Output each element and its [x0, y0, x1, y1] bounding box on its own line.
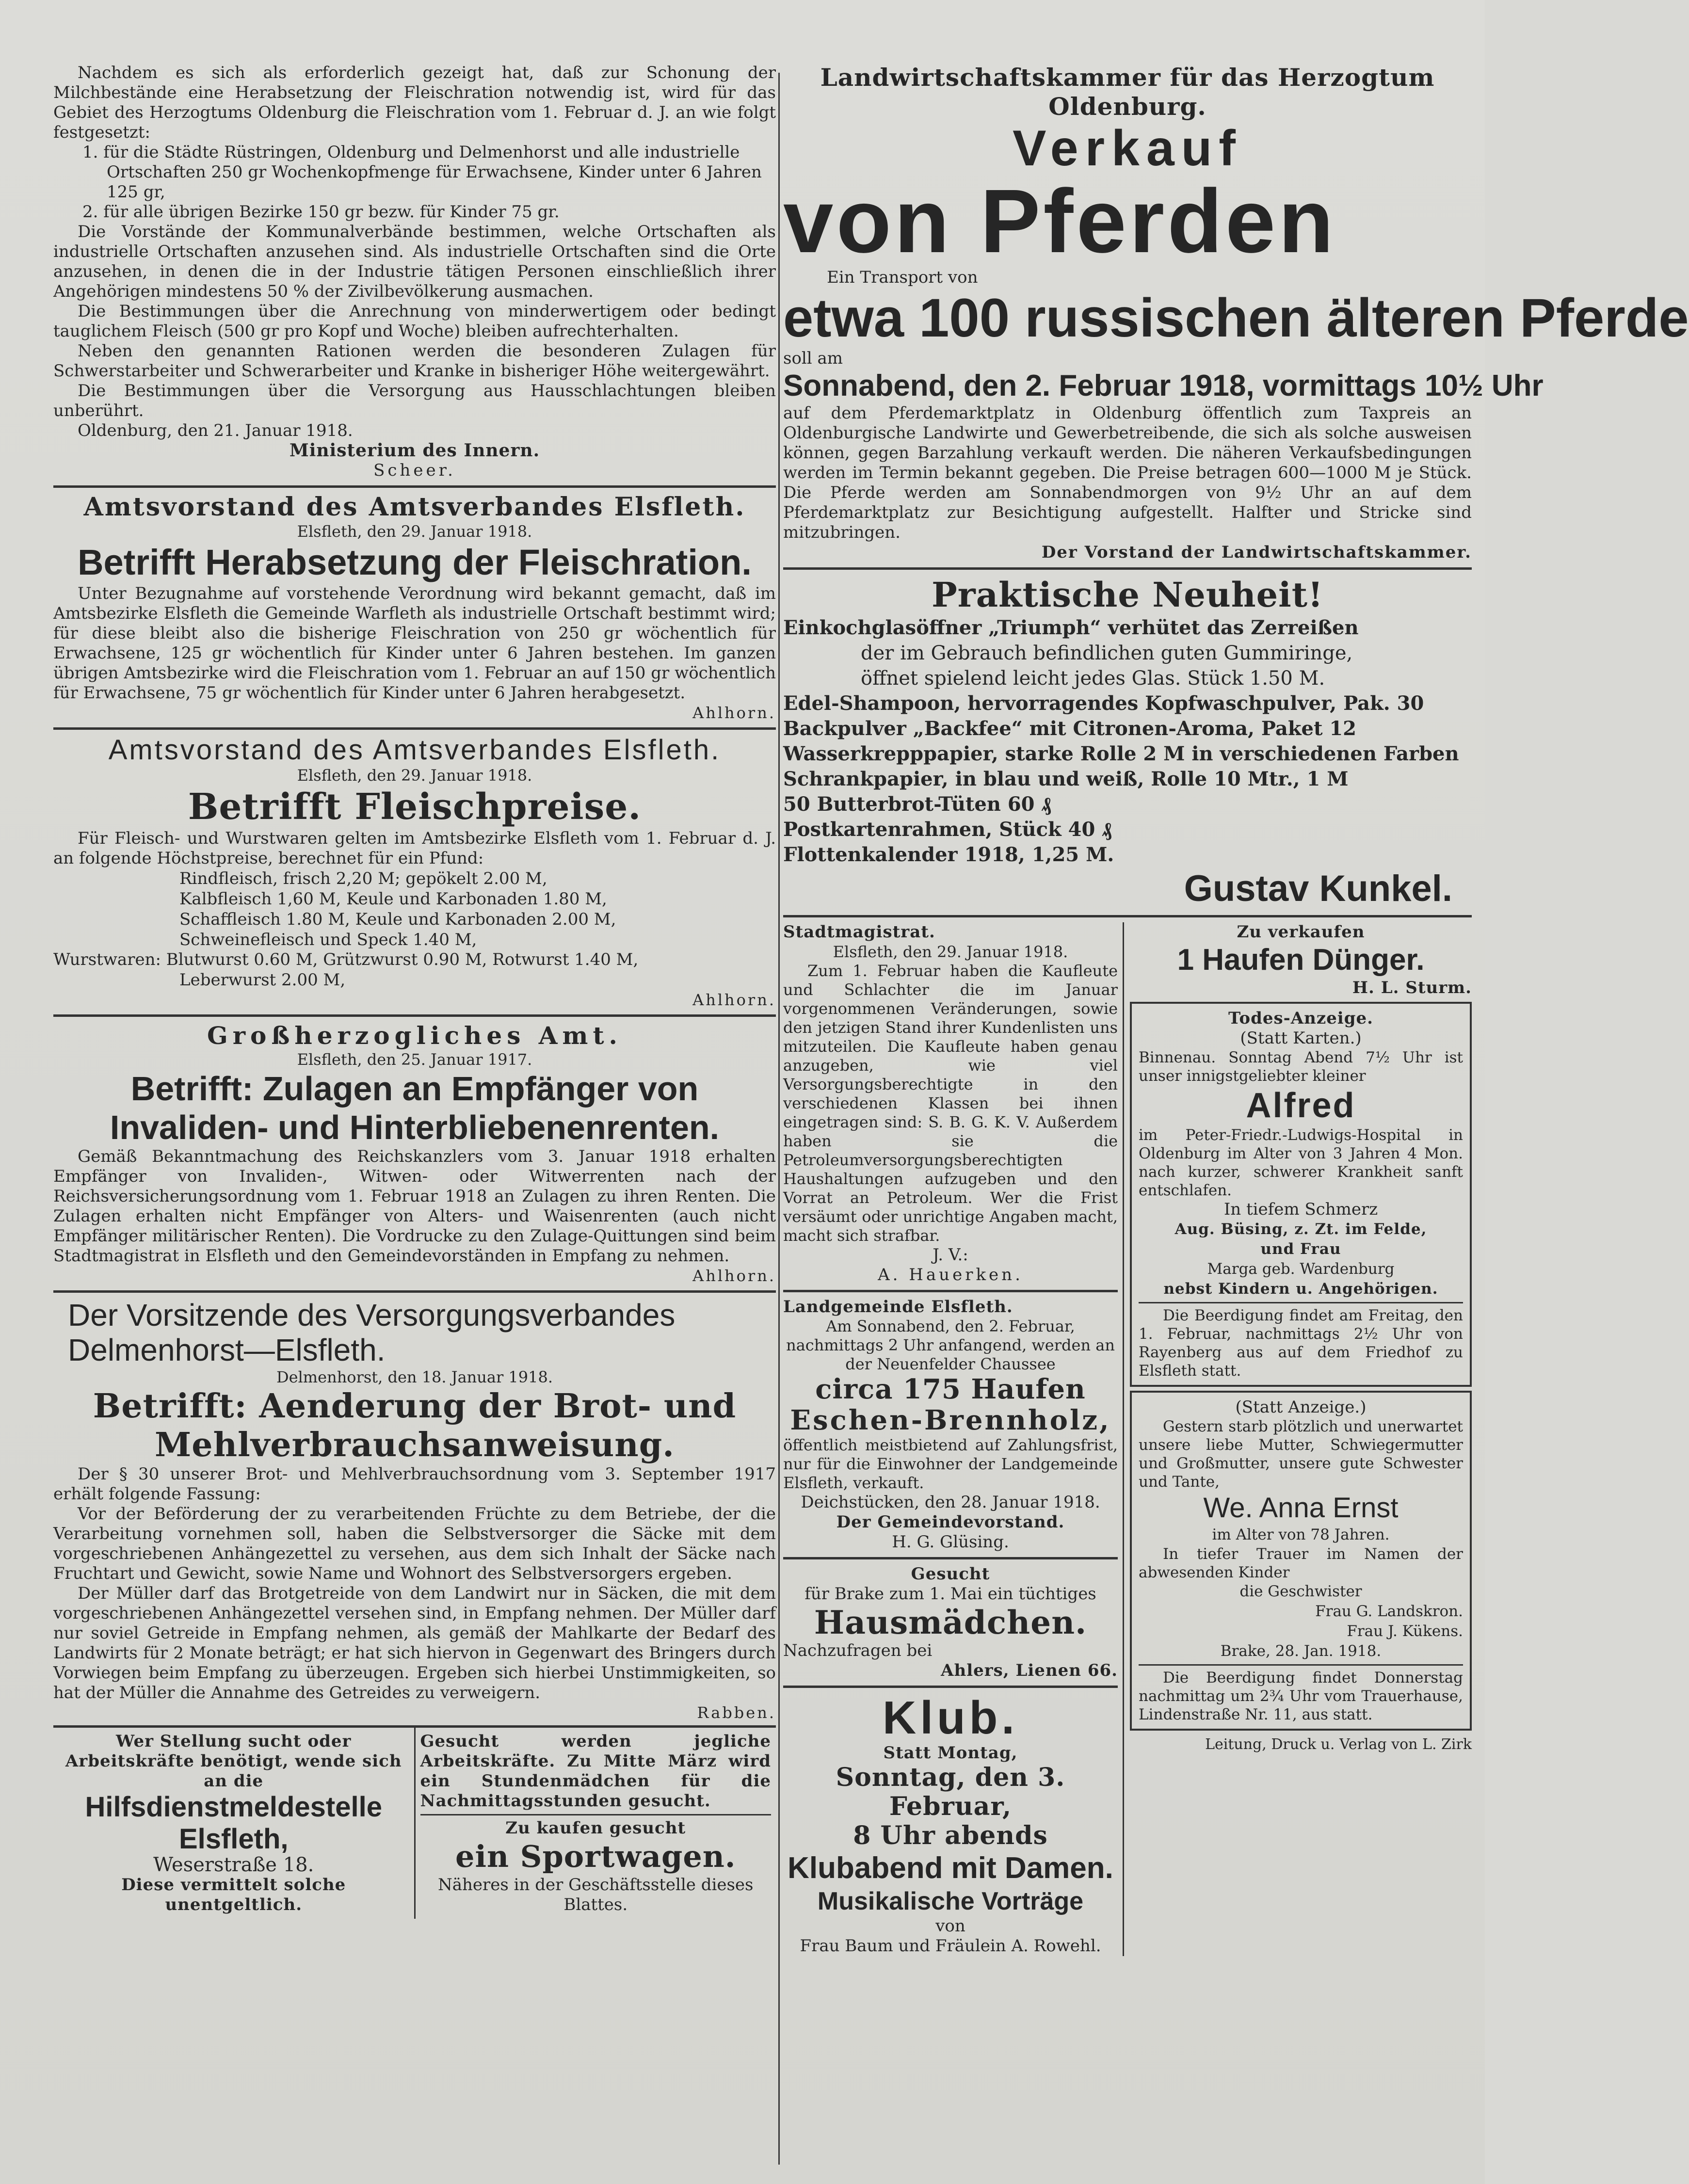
notice-header: Amtsvorstand des Amtsverbandes Elsfleth.	[108, 734, 721, 766]
price-line: Rindfleisch, frisch 2,20 M; gepökelt 2.00 M,	[179, 869, 547, 888]
klub-who: Frau Baum und Fräulein A. Rowehl.	[800, 1936, 1101, 1956]
ration-intro: Nachdem es sich als erforderlich gezeigt hat, daß zur Schonung der Milchbestände eine Herabsetzung der Fleischration notwendig ist, wird für das Gebiet des Herzogtums Oldenburg die Fleischration vom 1. Februar d. J. an wie folgt festgesetzt:	[53, 63, 776, 142]
ad-sportwagen	[416, 1728, 776, 1919]
lwk-pferden: von Pferden	[783, 171, 1336, 272]
ration-paragraph: Die Bestimmungen über die Versorgung aus Hausschlachtungen bleiben unberührt.	[53, 381, 776, 420]
t2-age: im Alter von 78 Jahren.	[1212, 1526, 1390, 1543]
ration-paragraph: Die Vorstände der Kommunalverbände bestimmen, welche Ortschaften als industrielle Ortschaften anzusehen sind. Als industrielle Ortschaften sind die Orte anzusehen, in denen die in der Industrie tätigen Personen einschließlich ihrer Angehörigen mindestens 50 % der Zivilbevölkerung ausmachen.	[53, 222, 776, 301]
lwk-header: Landwirtschaftskammer für das Herzogtum Oldenburg.	[820, 63, 1435, 121]
notice-title: Betrifft Fleischpreise.	[188, 786, 642, 828]
sm-date: Elsfleth, den 29. Januar 1918.	[833, 943, 1068, 961]
t1-sub: (Statt Karten.)	[1240, 1028, 1362, 1048]
t1-name: Alfred	[1246, 1086, 1356, 1125]
kunkel-item: Schrankpapier, in blau und weiß, Rolle 10 Mtr., 1 M	[783, 768, 1349, 790]
divider	[783, 1557, 1118, 1559]
notice-title: Betrifft Herabsetzung der Fleischration.	[78, 542, 752, 582]
kunkel-item: Wasserkrepppapier, starke Rolle 2 M in verschiedenen Farben	[783, 742, 1459, 765]
column-divider	[778, 73, 780, 2165]
lower-right-left	[783, 922, 1124, 1956]
ration-item-1: 1. für die Städte Rüstringen, Oldenburg und Delmenhorst und alle industrielle Ortschaften 250 gr Wochenkopfmenge für Erwachsene, Kinder unter 6 Jahren 125 gr,	[82, 143, 762, 202]
klub-musik: Musikalische Vorträge	[817, 1887, 1084, 1915]
hm-text: für Brake zum 1. Mai ein tüchtiges	[804, 1584, 1096, 1604]
ration-paragraph: Neben den genannten Rationen werden die besonderen Zulagen für Schwerstarbeiter und Schwerarbeiter und Kranke in bisheriger Höhe weitergewährt.	[53, 341, 776, 381]
notice-signer: Ahlhorn.	[692, 704, 776, 722]
kunkel-item: Postkartenrahmen, Stück 40 ₰	[783, 818, 1112, 841]
lwk-body: auf dem Pferdemarktplatz in Oldenburg öffentlich zum Taxpreis an Oldenburgische Landwirte und Gewerbetreibende, die sich als solche ausweisen können, gegen Barzahlung verkauft werden. Die näheren Verkaufsbedingungen werden im Termin bekannt gegeben. Die Preise betragen 600—1000 M je Stück. Die Pferde werden am Sonnabendmorgen von 9½ Uhr an auf dem Pferdemarktplatz zur Besichtigung aufgestellt. Halfter und Stricke sind mitzubringen.	[783, 403, 1472, 542]
ration-paragraph: Die Bestimmungen über die Anrechnung von minderwertigem oder bedingt tauglichem Fleisch (500 gr pro Kopf und Woche) bleiben aufrechterhalten.	[53, 302, 776, 341]
divider	[1139, 1664, 1463, 1666]
divider	[53, 727, 776, 730]
t2-geschw: die Geschwister	[1239, 1583, 1362, 1600]
price-line: Kalbfleisch 1,60 M, Keule und Karbonaden 1.80 M,	[179, 889, 607, 909]
kunkel-headline: Praktische Neuheit!	[932, 575, 1323, 615]
lg-big: circa 175 Haufen	[815, 1373, 1086, 1405]
divider	[783, 1290, 1118, 1292]
kunkel-item: Edel-Shampoon, hervorragendes Kopfwaschpulver, Pak. 30	[783, 692, 1424, 715]
bottom-ads	[53, 1725, 776, 1919]
kunkel-name: Gustav Kunkel.	[1184, 868, 1452, 909]
notice-body: Gemäß Bekanntmachung des Reichskanzlers vom 3. Januar 1918 erhalten Empfänger von Invaliden-, Witwen- oder Witwerrenten nach der Reichsversicherungsordnung vom 1. Februar 1918 an Zulagen zu ihren Renten. Die Zulagen erhalten nicht Empfänger von Alters- und Waisenrenten (auch nicht Empfänger militärischer Renten). Die Vordrucke zu den Zulage-Quittungen sind beim Stadtmagistrat in Elsfleth und den Gemeindevorständen in Empfang zu nehmen.	[53, 1147, 776, 1266]
ad-hilfsdienst	[53, 1728, 416, 1919]
lg-big: Eschen-Brennholz,	[790, 1404, 1111, 1436]
ad-footer: Diese vermittelt solche unentgeltlich.	[121, 1875, 346, 1914]
divider	[783, 915, 1472, 917]
ad-text: Gesucht werden jegliche Arbeitskräfte. Zu Mitte März wird ein Stundenmädchen für die Nachmittagsstunden gesucht.	[420, 1732, 771, 1811]
notice-body: Vor der Beförderung der zu verarbeitenden Früchte zu dem Betriebe, der die Verarbeitung vornehmen soll, haben die Selbstversorger die Säcke mit dem vorgeschriebenen Anhängezettel zu versehen, aus dem sich Inhalt der Säcke nach Fruchtart und Gewicht, sowie Name und Wohnort des Selbstversorgers ergeben.	[53, 1504, 776, 1583]
t1-schmerz: In tiefem Schmerz	[1223, 1200, 1378, 1219]
lower-right-right	[1124, 922, 1472, 1956]
klub-abend: Klubabend mit Damen.	[788, 1851, 1113, 1885]
notice-signer: Rabben.	[697, 1703, 776, 1722]
notice-title: Betrifft: Zulagen an Empfänger von Invaliden- und Hinterbliebenenrenten.	[110, 1070, 720, 1146]
t2-family: Frau J. Kükens.	[1347, 1622, 1463, 1640]
right-column	[783, 63, 1689, 1956]
hm-name: Ahlers, Lienen 66.	[941, 1661, 1118, 1680]
t2-family: Frau G. Landskron.	[1315, 1603, 1463, 1620]
sm-signer: A. Hauerken.	[878, 1265, 1023, 1285]
divider	[53, 485, 776, 488]
dung-name: H. L. Sturm.	[1352, 978, 1472, 997]
ration-signer: Scheer.	[373, 461, 456, 480]
sm-head: Stadtmagistrat.	[783, 922, 935, 942]
ad-headline: Hilfsdienstmeldestelle Elsfleth,	[85, 1791, 382, 1855]
notice-signer: Ahlhorn.	[692, 991, 776, 1009]
hm-gesucht: Gesucht	[911, 1564, 990, 1584]
notice-title: Betrifft: Aenderung der Brot- und Mehlverbrauchsanweisung.	[93, 1387, 737, 1464]
notice-date: Delmenhorst, den 18. Januar 1918.	[276, 1368, 553, 1386]
lg-head: Landgemeinde Elsfleth.	[783, 1297, 1013, 1317]
ration-item-2: 2. für alle übrigen Bezirke 150 gr bezw. für Kinder 75 gr.	[82, 202, 560, 222]
price-line: Schaffleisch 1.80 M, Keule und Karbonaden 2.00 M,	[179, 910, 616, 929]
ad-headline: ein Sportwagen.	[455, 1839, 736, 1874]
divider	[53, 1290, 776, 1293]
divider	[53, 1014, 776, 1017]
ration-date: Oldenburg, den 21. Januar 1918.	[78, 421, 353, 440]
klub-big: Klub.	[883, 1692, 1018, 1744]
kunkel-line: der im Gebrauch befindlichen guten Gummiringe,	[861, 642, 1353, 664]
ad-footer: Näheres in der Geschäftsstelle dieses Blattes.	[437, 1875, 754, 1914]
t2-text: In tiefer Trauer im Namen der abwesenden Kinder	[1139, 1545, 1463, 1581]
kunkel-item: Backpulver „Backfee“ mit Citronen-Aroma, Paket 12	[783, 717, 1357, 740]
lwk-transport: Ein Transport von	[827, 268, 978, 287]
price-line: Schweinefleisch und Speck 1.40 M,	[179, 930, 477, 949]
ad-text: Wer Stellung sucht oder Arbeitskräfte benötigt, wende sich an die	[65, 1732, 402, 1791]
hm-nach: Nachzufragen bei	[783, 1641, 933, 1660]
notice-signer: Ahlhorn.	[692, 1267, 776, 1285]
klub-time: 8 Uhr abends	[853, 1821, 1048, 1850]
sm-iv: J. V.:	[933, 1245, 968, 1265]
t1-family: und Frau	[1260, 1240, 1341, 1258]
divider	[1139, 1302, 1463, 1303]
lg-vorstand: Der Gemeindevorstand.	[836, 1512, 1065, 1532]
notice-body: Der § 30 unserer Brot- und Mehlverbrauchsordnung vom 3. September 1917 erhält folgende Fassung:	[53, 1464, 776, 1504]
lwk-date: Sonnabend, den 2. Februar 1918, vormittags 10½ Uhr	[783, 369, 1544, 402]
t2-sub: (Statt Anzeige.)	[1235, 1397, 1367, 1417]
t2-name: We. Anna Ernst	[1203, 1492, 1399, 1524]
kunkel-line: Einkochglasöffner „Triumph“ verhütet das Zerreißen	[783, 616, 1359, 639]
imprint: Leitung, Druck u. Verlag von L. Zirk	[1205, 1736, 1472, 1753]
kunkel-item: 50 Butterbrot-Tüten 60 ₰	[783, 793, 1051, 816]
divider	[420, 1814, 772, 1815]
lower-right-row	[783, 922, 1472, 1956]
notice-header: Der Vorsitzende des Versorgungsverbandes Delmenhorst—Elsfleth.	[68, 1298, 676, 1367]
notice-date: Elsfleth, den 29. Januar 1918.	[297, 766, 532, 785]
t1-family: Aug. Büsing, z. Zt. im Felde,	[1174, 1220, 1427, 1238]
t1-funeral: Die Beerdigung findet am Freitag, den 1. Februar, nachmittags 2½ Uhr von Rayenberg aus auf dem Friedhof zu Elsfleth statt.	[1139, 1307, 1463, 1380]
notice-body: Unter Bezugnahme auf vorstehende Verordnung wird bekannt gemacht, daß im Amtsbezirke Elsfleth die Gemeinde Warfleth als industrielle Ortschaft bestimmt wird; für diese bleibt also die bisherige Fleischration von 250 gr wöchentlich für Erwachsene, 125 gr wöchentlich für Kinder unter 6 Jahren bestehen. Im ganzen übrigen Amtsbezirke wird die Fleischration vom 1. Februar an auf 150 gr wöchentlich für Erwachsene, 75 gr wöchentlich für Kinder unter 6 Jahren herabgesetzt.	[53, 584, 776, 703]
klub-statt: Statt Montag,	[883, 1743, 1018, 1763]
lwk-signer: Der Vorstand der Landwirtschaftskammer.	[1041, 543, 1472, 562]
price-line-wurst: Wurstwaren: Blutwurst 0.60 M, Grützwurst 0.90 M, Rotwurst 1.40 M,	[53, 950, 639, 969]
ad-subheading: Zu kaufen gesucht	[505, 1818, 686, 1838]
t1-head: Todes-Anzeige.	[1228, 1009, 1373, 1028]
klub-date: Sonntag, den 3. Februar,	[836, 1763, 1065, 1821]
t1-family: Marga geb. Wardenburg	[1207, 1260, 1395, 1278]
price-line: Leberwurst 2.00 M,	[179, 970, 346, 990]
t1-family: nebst Kindern u. Angehörigen.	[1163, 1280, 1438, 1298]
death-notice-1	[1130, 1002, 1472, 1387]
lwk-verkauf: Verkauf	[1013, 120, 1242, 177]
notice-date: Elsfleth, den 25. Januar 1917.	[297, 1050, 532, 1069]
lg-body: öffentlich meistbietend auf Zahlungsfrist, nur für die Einwohner der Landgemeinde Elsfleth, verkauft.	[783, 1436, 1118, 1492]
lg-body: Am Sonnabend, den 2. Februar, nachmittags 2 Uhr anfangend, werden an der Neuenfelder Chaussee	[786, 1317, 1115, 1373]
divider	[783, 1686, 1118, 1688]
ration-authority: Ministerium des Innern.	[289, 440, 540, 461]
t2-funeral: Die Beerdigung findet Donnerstag nachmittag um 2¾ Uhr vom Trauerhause, Lindenstraße Nr. 11, aus statt.	[1139, 1669, 1463, 1723]
notice-body: Der Müller darf das Brotgetreide von dem Landwirt nur in Säcken, die mit dem vorgeschriebenen Anhängezettel versehen sind, in Empfang nehmen. Der Müller darf nur soviel Getreide in Empfang nehmen, als gemäß der Mahlkarte der Bedarf des Landwirts für 2 Monate beträgt; er hat sich hiervon in Gegenwart des Bringers durch Vorwiegen beim Empfang zu überzeugen. Ergeben sich hierbei Unstimmigkeiten, so hat der Müller die Annahme des Getreides zu verweigern.	[53, 1584, 776, 1702]
lwk-etwa: etwa 100 russischen älteren Pferde	[783, 288, 1689, 348]
notice-date: Elsfleth, den 29. Januar 1918.	[297, 522, 532, 541]
lg-date: Deichstücken, den 28. Januar 1918.	[801, 1493, 1100, 1512]
ad-address: Weserstraße 18.	[153, 1854, 314, 1876]
t1-text: im Peter-Friedr.-Ludwigs-Hospital in Oldenburg im Alter von 3 Jahren 4 Mon. nach kurzer, schwerer Krankheit sanft entschlafen.	[1139, 1126, 1463, 1199]
t2-date: Brake, 28. Jan. 1918.	[1220, 1642, 1382, 1660]
kunkel-item: Flottenkalender 1918, 1,25 M.	[783, 843, 1114, 866]
lwk-soll: soll am	[783, 349, 843, 368]
death-notice-2	[1130, 1391, 1472, 1731]
dung-big: 1 Haufen Dünger.	[1177, 943, 1425, 977]
hm-big: Hausmädchen.	[814, 1604, 1087, 1641]
notice-header: Amtsvorstand des Amtsverbandes Elsfleth.	[83, 492, 746, 522]
divider	[783, 567, 1472, 570]
left-column	[53, 63, 776, 1919]
notice-header: Großherzogliches Amt.	[207, 1021, 622, 1050]
klub-von: von	[935, 1916, 965, 1936]
kunkel-line: öffnet spielend leicht jedes Glas. Stück 1.50 M.	[861, 667, 1325, 690]
t1-text: Binnenau. Sonntag Abend 7½ Uhr ist unser innigstgeliebter kleiner	[1139, 1049, 1463, 1085]
notice-body: Für Fleisch- und Wurstwaren gelten im Amtsbezirke Elsfleth vom 1. Februar d. J. an folgende Höchstpreise, berechnet für ein Pfund:	[53, 829, 776, 868]
sm-body: Zum 1. Februar haben die Kaufleute und Schlachter die im Januar vorgenommenen Veränderungen, sowie den jetzigen Stand ihrer Kundenlisten uns mitzuteilen. Die Kaufleute haben genau anzugeben, wie viel Versorgungsberechtigte in den verschiedenen Klassen bei ihnen eingetragen sind: S. B. G. K. V. Außerdem haben sie die Petroleumversorgungsberechtigten Haushaltungen aufzugeben und den Vorrat an Petroleum. Wer die Frist versäumt oder unrichtige Angaben macht, macht sich strafbar.	[783, 962, 1118, 1245]
dung-head: Zu verkaufen	[1237, 922, 1365, 942]
lg-signer: H. G. Glüsing.	[892, 1532, 1009, 1552]
t2-text: Gestern starb plötzlich und unerwartet unsere liebe Mutter, Schwiegermutter und Großmutter, unsere gute Schwester und Tante,	[1139, 1418, 1463, 1491]
